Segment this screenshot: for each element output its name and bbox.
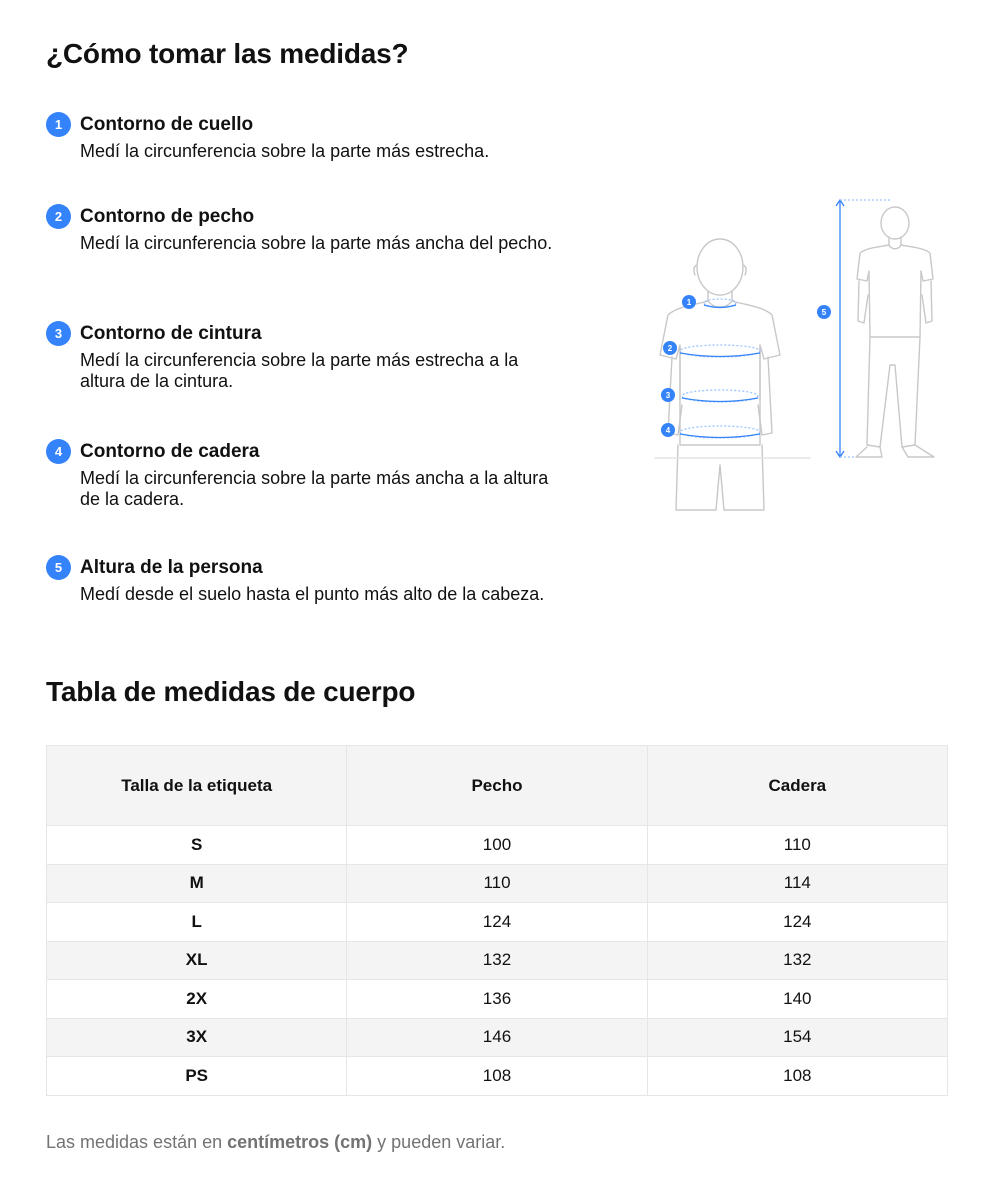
chest-cell: 110	[347, 864, 647, 903]
step-title: Contorno de cuello	[80, 114, 254, 135]
size-cell: M	[47, 864, 347, 903]
page-title: ¿Cómo tomar las medidas?	[46, 38, 409, 69]
size-cell: S	[47, 826, 347, 865]
body-measurement-illustration	[650, 195, 950, 515]
table-row	[47, 826, 948, 865]
chest-cell: 100	[347, 826, 647, 865]
table-row	[47, 864, 948, 903]
step-title: Contorno de pecho	[80, 206, 255, 227]
footnote-text-end: y pueden variar.	[372, 1132, 506, 1152]
step-description: Medí la circunferencia sobre la parte más estrecha.	[80, 141, 490, 161]
column-header-chest: Pecho	[347, 746, 647, 826]
footnote-text-start: Las medidas están en	[46, 1132, 228, 1152]
units-footnote	[46, 1132, 505, 1153]
standing-figure-illustration	[856, 207, 934, 457]
chest-cell: 132	[347, 941, 647, 980]
step-title: Contorno de cintura	[80, 323, 262, 344]
table-row	[47, 1018, 948, 1057]
footnote-units: centímetros (cm)	[227, 1132, 373, 1152]
hip-cell: 140	[647, 980, 947, 1019]
chest-cell: 108	[347, 1057, 647, 1096]
step-number-badge: 3	[46, 321, 71, 346]
table-row	[47, 903, 948, 942]
step-description: Medí desde el suelo hasta el punto más alto de la cabeza.	[80, 584, 545, 604]
step-title: Altura de la persona	[80, 557, 263, 578]
step-description: Medí la circunferencia sobre la parte más estrecha a la altura de la cintura.	[80, 350, 519, 391]
size-table	[46, 745, 948, 1096]
hip-cell: 132	[647, 941, 947, 980]
table-row	[47, 941, 948, 980]
size-cell: XL	[47, 941, 347, 980]
chest-cell: 124	[347, 903, 647, 942]
step-number-badge: 5	[46, 555, 71, 580]
step-number-badge: 4	[46, 439, 71, 464]
table-header-row	[47, 746, 948, 826]
chest-cell: 146	[347, 1018, 647, 1057]
chest-cell: 136	[347, 980, 647, 1019]
step-title: Contorno de cadera	[80, 441, 260, 462]
table-row	[47, 980, 948, 1019]
step-number-badge: 2	[46, 204, 71, 229]
step-description: Medí la circunferencia sobre la parte más ancha del pecho.	[80, 233, 553, 253]
marker-label: 4	[665, 426, 671, 435]
size-cell: PS	[47, 1057, 347, 1096]
column-header-size: Talla de la etiqueta	[47, 746, 347, 826]
marker-label: 2	[667, 344, 673, 353]
hip-cell: 124	[647, 903, 947, 942]
front-figure-illustration	[655, 239, 810, 510]
marker-label: 1	[686, 298, 692, 307]
column-header-hip: Cadera	[647, 746, 947, 826]
size-cell: L	[47, 903, 347, 942]
size-cell: 2X	[47, 980, 347, 1019]
table-title: Tabla de medidas de cuerpo	[46, 676, 416, 707]
step-number-badge: 1	[46, 112, 71, 137]
hip-cell: 114	[647, 864, 947, 903]
step-description: Medí la circunferencia sobre la parte más ancha a la altura de la cadera.	[80, 468, 549, 509]
table-row	[47, 1057, 948, 1096]
marker-label: 3	[665, 391, 671, 400]
hip-cell: 108	[647, 1057, 947, 1096]
hip-cell: 154	[647, 1018, 947, 1057]
size-cell: 3X	[47, 1018, 347, 1057]
marker-label: 5	[821, 308, 827, 317]
hip-cell: 110	[647, 826, 947, 865]
